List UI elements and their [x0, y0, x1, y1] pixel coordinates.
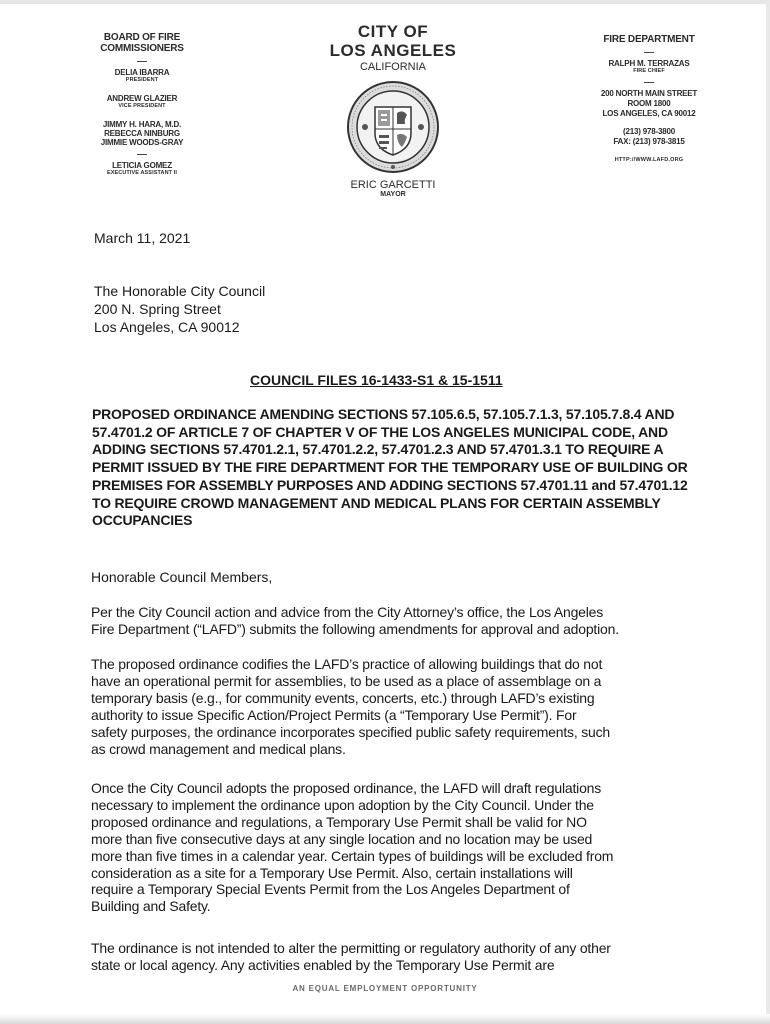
- mayor-title: MAYOR: [380, 191, 406, 198]
- footer-text: AN EQUAL EMPLOYMENT OPPORTUNITY: [292, 984, 478, 993]
- salutation: Honorable Council Members,: [91, 569, 273, 585]
- page-edge-bottom: [0, 1014, 770, 1024]
- body-paragraph: Once the City Council adopts the proposed ordinance, the LAFD will draft regulations necessary to implement the ordinance upon adoption by the City Council. Under the proposed ordinance and regulations, a Temporary Use Permit shall be valid for NO more than five consecutive days at any single location and no location may be used more than five times in a calendar year. Certain types of buildings will be excluded from consideration as a site for a Temporary Use Permit. Also, certain installations will require a Temporary Special Events Permit from the Los Angeles Department of Building and Safety.: [91, 780, 614, 915]
- president-name: DELIA IBARRA: [114, 68, 170, 77]
- letter-date: March 11, 2021: [94, 230, 191, 246]
- divider: [137, 61, 147, 62]
- addressee-line: The Honorable City Council: [94, 283, 266, 299]
- phone-number: (213) 978-3800: [623, 127, 675, 136]
- letterhead-board-column: [72, 32, 212, 177]
- fax-number: FAX: (213) 978-3815: [613, 137, 685, 146]
- body-paragraph: The proposed ordinance codifies the LAFD’s practice of allowing buildings that do not have an operational permit for assemblies, to be used as a place of assemblage on a temporary basis (e.g., for community events, concerts, etc.) through LAFD’s existing authority to issue Specific Action/Project Permits (a “Temporary Use Permit”). For safety purposes, the ordinance incorporates specified public safety requirements, such as crowd management and medical plans.: [91, 656, 610, 757]
- addressee-line: 200 N. Spring Street: [94, 301, 221, 317]
- president-role: PRESIDENT: [125, 77, 159, 83]
- subject-line: COUNCIL FILES 16-1433-S1 & 15-1511: [250, 372, 503, 388]
- chief-name: RALPH M. TERRAZAS: [608, 59, 690, 68]
- page-edge-top: [0, 0, 770, 4]
- body-paragraph: Per the City Council action and advice from the City Attorney’s office, the Los Angeles Fire Department (“LAFD”) submits the following amendments for approval and adoption.: [91, 604, 619, 637]
- board-title: BOARD OF FIRE COMMISSIONERS: [100, 32, 184, 54]
- body-paragraph: The ordinance is not intended to alter the permitting or regulatory authority of any other state or local agency. Any activities enabled by the Temporary Use Permit are: [91, 940, 611, 973]
- assistant-name: LETICIA GOMEZ: [112, 161, 172, 170]
- commissioner-name: JIMMIE WOODS-GRAY: [100, 138, 184, 147]
- divider: [644, 82, 654, 83]
- state-name: CALIFORNIA: [359, 61, 426, 73]
- address-line: LOS ANGELES, CA 90012: [602, 109, 696, 118]
- city-title-line2: LOS ANGELES: [329, 41, 457, 60]
- vice-president-role: VICE PRESIDENT: [118, 103, 166, 109]
- city-title-line1: CITY OF: [357, 22, 429, 41]
- letterhead-city-column: [300, 22, 486, 199]
- address-line: ROOM 1800: [627, 99, 671, 108]
- ordinance-title: PROPOSED ORDINANCE AMENDING SECTIONS 57.105.6.5, 57.105.7.1.3, 57.105.7.8.4 AND 57.4701.2 OF ARTICLE 7 OF CHAPTER V OF THE LOS ANGELES MUNICIPAL CODE, AND ADDING SECTIONS 57.4701.2.1, 57.4701.2.2, 57.4701.2.3 AND 57.4701.3.1 TO REQUIRE A PERMIT ISSUED BY THE FIRE DEPARTMENT FOR THE TEMPORARY USE OF BUILDING OR PREMISES FOR ASSEMBLY PURPOSES AND ADDING SECTIONS 57.4701.11 and 57.4701.12 TO REQUIRE CROWD MANAGEMENT AND MEDICAL PLANS FOR CERTAIN ASSEMBLY OCCUPANCIES: [92, 406, 688, 529]
- assistant-role: EXECUTIVE ASSISTANT II: [106, 170, 178, 176]
- mayor-name: ERIC GARCETTI: [350, 179, 436, 191]
- city-seal-icon: [345, 79, 441, 175]
- addressee-block: [94, 282, 265, 336]
- letterhead-fire-dept-column: [578, 34, 720, 164]
- department-name: FIRE DEPARTMENT: [603, 34, 695, 45]
- chief-role: FIRE CHIEF: [633, 68, 665, 74]
- page-edge-right: [766, 0, 770, 1024]
- divider: [644, 52, 654, 53]
- commissioner-name: JIMMY H. HARA, M.D.: [102, 120, 182, 129]
- divider: [137, 154, 147, 155]
- addressee-line: Los Angeles, CA 90012: [94, 319, 240, 335]
- commissioner-name: REBECCA NINBURG: [104, 129, 180, 138]
- address-line: 200 NORTH MAIN STREET: [600, 89, 698, 98]
- vice-president-name: ANDREW GLAZIER: [106, 94, 178, 103]
- website-url: HTTP://WWW.LAFD.ORG: [614, 157, 684, 163]
